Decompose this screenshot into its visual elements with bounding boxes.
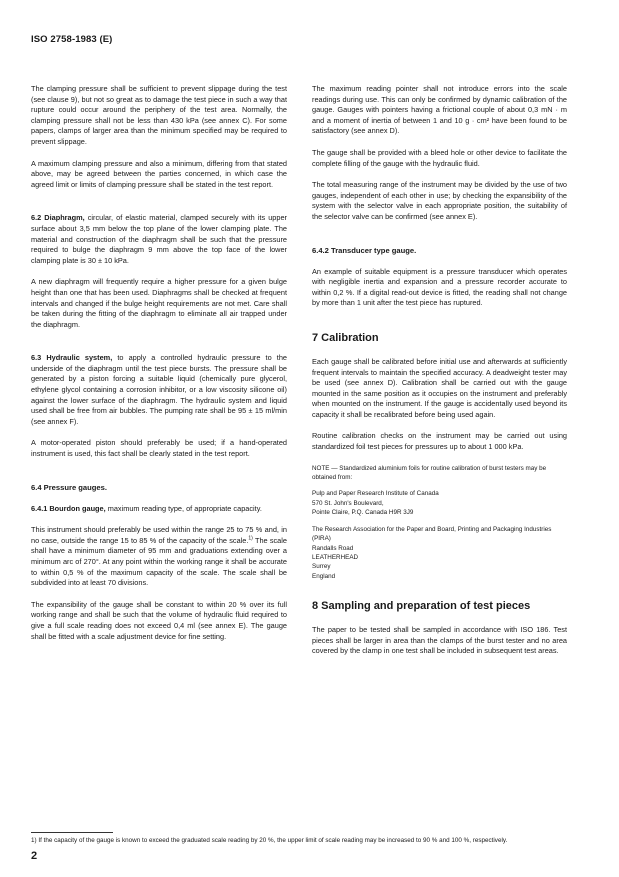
paragraph-routine-calibration: Routine calibration checks on the instrument may be carried out using standardized foil test pieces for pressures up to about 1 000 kPa. (312, 431, 567, 452)
paragraph-gauge-expansibility: The expansibility of the gauge shall be constant to within 20 % over its full working range and shall be such that the volume of hydraulic fluid required to give a full scale reading does not exceed 0,4 ml (see annex E). The gauge shall be fitted with a scale adjustment device for fine setting. (31, 599, 287, 641)
paragraph-calibration: Each gauge shall be calibrated before initial use and afterwards at sufficiently frequent intervals to maintain the specified accuracy. A deadweight tester may be used (see annex D). Calibration shall be carried out with the gauge mounted in the same position as it occupies on the instrument and preferably when mounted on the instrument. If the gauge is accidentally used beyond its capacity it shall be recalibrated before being used again. (312, 356, 567, 419)
paragraph-pointer: The maximum reading pointer shall not introduce errors into the scale readings during use. This can only be confirmed by dynamic calibration of the gauge. Gauges with pointers having a frictional couple of about 0,3 mN · m and a moment of inertia of between 1 and 10 g · cm² have been found to be satisfactory (see annex D). (312, 84, 567, 136)
section-6-3-title: 6.3 Hydraulic system, (31, 353, 113, 363)
section-6-4-1-body: maximum reading type, of appropriate capacity. (105, 503, 262, 513)
section-6-2-body: circular, of elastic material, clamped securely with its upper surface about 3,5 mm below the top plane of the lower clamping plate. The material and construction of the diaphragm shall be such that the pressure required to bulge the diaphragm 9 mm above the top face of the lower clamping plate is 30 ± 10 kPa. (31, 213, 287, 265)
paragraph-diaphragm-check: A new diaphragm will frequently require a higher pressure for a given bulge height than one that has been used. Diaphragms shall be checked at frequent intervals and changed if the bulge height requirements are not met. Care shall be taken during the fitting of the diaphragm to eliminate all air trapped under the diaphragm. (31, 277, 287, 329)
paragraph-gauge-range: This instrument should preferably be used within the range 25 to 75 % and, in no case, outside the range 15 to 85 % of the capacity of the scale.$^{1)}$ The scale shall have a minimum diameter of 95 mm and graduations extending over a minimum arc of 270°. At any point within the working range it shall be accurate to within 0,5 % of the maximum capacity of the scale. The scale shall be subdivided into at least 70 divisions. (31, 525, 287, 588)
footnote-ref: 1) (248, 535, 253, 542)
address-pulp-paper-institute: Pulp and Paper Research Institute of Canada 570 St. John's Boulevard, Pointe Claire, P.Q. Canada H9R 3J9 (312, 490, 439, 517)
address-pira: The Research Association for the Paper and Board, Printing and Packaging Industries (PIRA) Randalls Road LEATHERHEAD Surrey England (312, 525, 552, 580)
paragraph-sampling: The paper to be tested shall be sampled in accordance with ISO 186. Test pieces shall be larger in area than the clamps of the burst tester and no area covered by the clamp in one test shall be included in subsequent test areas. (312, 625, 567, 656)
page-number: 2 (31, 850, 38, 862)
section-6-3 (31, 353, 287, 427)
paragraph-clamping-pressure: The clamping pressure shall be sufficient to prevent slippage during the test (see clause 9), but not so great as to damage the test piece in such a way that rupture could occur around the periphery of the test area. Normally, the clamping pressure shall not be less than 430 kPa (see annex C). For some papers, clamps of larger area than the minimum specified may be required to prevent slippage. (31, 84, 287, 146)
section-6-4-1 (31, 504, 287, 515)
section-6-4-1-title: 6.4.1 Bourdon gauge, (31, 503, 106, 513)
document-header: ISO 2758-1983 (E) (31, 34, 113, 45)
footnote: 1) If the capacity of the gauge is known to exceed the graduated scale reading by 20 %, the upper limit of scale reading may be increased to 90 % and 100 %, respectively. (31, 837, 508, 844)
section-6-4-title: 6.4 Pressure gauges. (31, 482, 107, 492)
section-6-2 (31, 213, 287, 266)
paragraph-bleed-hole: The gauge shall be provided with a bleed hole or other device to facilitate the complete filling of the gauge with the hydraulic fluid. (312, 147, 567, 168)
paragraph-measuring-range: The total measuring range of the instrument may be divided by the use of two gauges, independent of each other in use; by checking the expansibility of the system with the selector valve in each appropriate position, the suitability of the selector valve can be confirmed (see annex E). (312, 180, 567, 221)
section-6-3-body: to apply a controlled hydraulic pressure to the underside of the diaphragm until the test piece bursts. The pressure shall be generated by a piston forcing a suitable liquid (chemically pure glycerol, ethylene glycol containing a corrosion inhibitor, or a low viscosity silicone oil) against the lower surface of the diaphragm. The hydraulic system and liquid used shall be free from air bubbles. The pumping rate shall be 95 ± 15 ml/min (see annex F). (31, 353, 287, 426)
section-8-title: 8 Sampling and preparation of test pieces (312, 600, 531, 613)
paragraph-clamping-limits: A maximum clamping pressure and also a minimum, differing from that stated above, may be agreed between the parties concerned, in which case the agreed limit or limits of clamping pressure shall be stated in the test report. (31, 158, 287, 189)
section-6-2-title: 6.2 Diaphragm, (31, 213, 85, 223)
note-aluminium-foils: NOTE — Standardized aluminium foils for routine calibration of burst testers may be obtained from: (312, 464, 547, 482)
section-7-title: 7 Calibration (312, 331, 379, 344)
left-column (31, 84, 287, 653)
paragraph-transducer: An example of suitable equipment is a pressure transducer which operates with negligible inertia and expansion and a pressure recorder accurate to within 0,2 %. If a digital read-out device is fitted, the reading shall not change by more than 1 unit after the test piece has ruptured. (312, 266, 567, 308)
section-6-4-2-title: 6.4.2 Transducer type gauge. (312, 245, 417, 255)
right-column (312, 84, 567, 668)
paragraph-motor-piston: A motor-operated piston should preferably be used; if a hand-operated instrument is used, this fact shall be clearly stated in the test report. (31, 438, 287, 459)
footnote-divider (31, 832, 113, 833)
